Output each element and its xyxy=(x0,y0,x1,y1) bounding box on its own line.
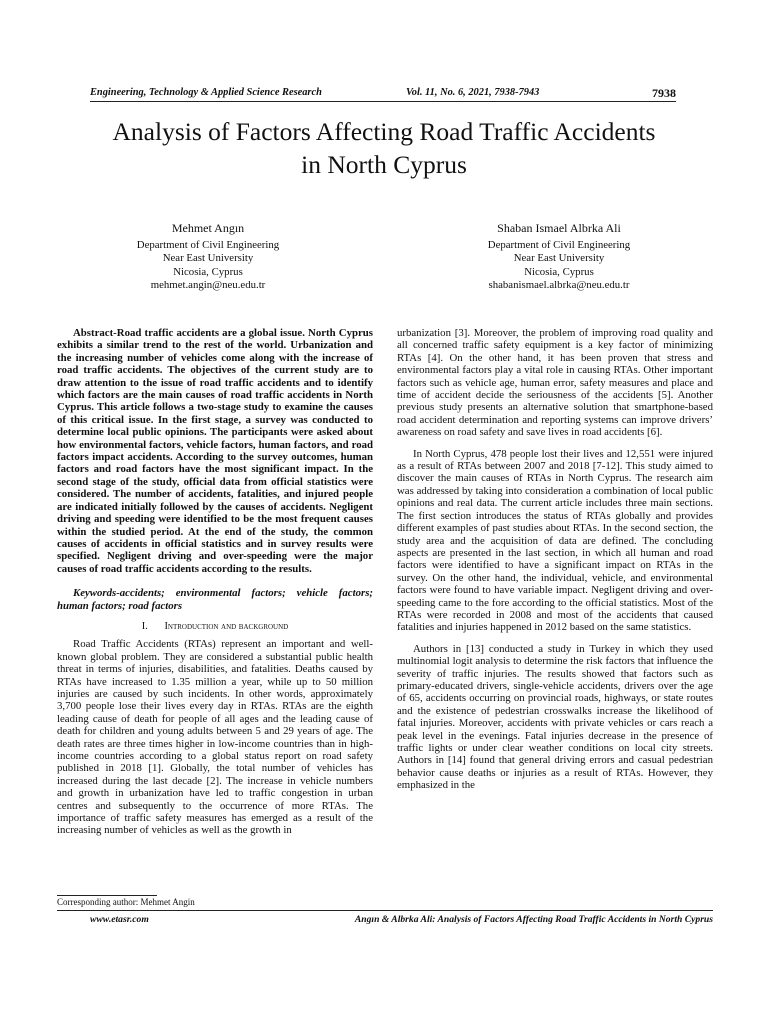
section-number: I. xyxy=(141,620,148,632)
body-paragraph: urbanization [3]. Moreover, the problem of improving road quality and all concerned traffic safety equipment is a key factor of minimizing RTAs [4]. On the other hand, it has been proven that stress and environmental factors play a vital role in causing RTAs. Other important factors such as vehicle age, human error, safety measures and place and time of accident decide the seriousness of the accidents [5]. Another previous study presents an alternative solution that smartphone-based road accident determination and reporting systems can improve drivers’ awareness on road safety and save lives in road accidents [6]. xyxy=(397,327,713,439)
footnote-divider xyxy=(57,895,157,896)
right-column xyxy=(397,327,713,801)
body-paragraph: Authors in [13] conducted a study in Turkey in which they used multinomial logit analysis to determine the risk factors that influence the severity of traffic injuries. The results showed that factors such as primary-educated drivers, single-vehicle accidents, drivers over the age of 65, accidents occurring on provincial roads, highways, or state routes and the existence of pedestrian crosswalks increase the likelihood of fatal injuries. Moreover, accidents with private vehicles or cars reach a peak level in the evenings. Fatal injuries decrease in the presence of traffic lights or under clear weather conditions on local city streets. Authors in [14] found that general driving errors and casual pedestrian behavior cause deaths or injuries as a result of RTAs. However, they emphasized in the xyxy=(397,642,713,792)
author-email: mehmet.angin@neu.edu.tr xyxy=(150,279,266,292)
author-location: Nicosia, Cyprus xyxy=(173,265,243,278)
author-block-1 xyxy=(83,222,333,293)
author-name: Mehmet Angın xyxy=(171,221,245,235)
body-paragraph: Road Traffic Accidents (RTAs) represent an important and well-known global problem. They are considered a substantial public health threat in terms of injuries, disabilities, and fatalities. Deaths caused by RTAs have increased to 1.35 million a year, while up to 50 million injuries are caused by such incidents. In other words, approximately 3,700 people lose their lives every day in RTAs. RTAs are the eighth leading cause of death for people of all ages and the leading cause of death for children and young adults between 5 and 29 years of age. The death rates are three times higher in low-income countries than in high-income countries according to a global status report on road safety published in 2018 [1]. Globally, the total number of vehicles has increased during the last decade [2]. The increase in vehicle numbers and growth in urbanization have led to traffic congestion in urban centres and subsequently to the occurrence of more RTAs. The importance of traffic safety measures has emerged as a result of the increasing number of vehicles as well as the growth in xyxy=(57,638,373,837)
author-university: Near East University xyxy=(162,252,254,265)
keywords: Keywords-accidents; environmental factors; vehicle factors; human factors; road factors xyxy=(57,587,373,612)
section-heading xyxy=(57,621,373,633)
footer-running-head: Angın & Albrka Ali: Analysis of Factors Affecting Road Traffic Accidents in North Cyprus xyxy=(354,914,713,925)
abstract: Abstract-Road traffic accidents are a global issue. North Cyprus exhibits a similar trend to the rest of the world. Urbanization and the increasing number of vehicles come along with the increase of road traffic accidents. The objectives of the current study are to draw attention to the issue of road traffic accidents and to identify which factors are the main causes of road traffic accidents in North Cyprus. This article follows a two-stage study to examine the causes of this critical issue. In the first stage, a survey was conducted to determine local public opinions. The participants were asked about how environmental factors, vehicle factors, human factors, and road factors impact accidents. According to the survey outcomes, human factors and road factors have the most significant impact. In the second stage of the study, official data from official statistics were considered. The number of accidents, fatalities, and injured people are indicated initially followed by the causes of accidents. Negligent driving and speeding were identified to be the most frequent causes within the studied period. At the end of the study, the common causes of accidents in official statistics and in survey results were specified. Negligent driving and over-speeding were the major causes of road traffic accidents according to the results. xyxy=(57,327,373,575)
title-line-1: Analysis of Factors Affecting Road Traffic Accidents xyxy=(112,117,656,146)
volume-info: Vol. 11, No. 6, 2021, 7938-7943 xyxy=(406,87,540,98)
running-header xyxy=(90,83,676,103)
header-divider xyxy=(90,101,676,102)
author-department: Department of Civil Engineering xyxy=(136,238,280,251)
section-title: Introduction and background xyxy=(164,620,289,632)
title-line-2: in North Cyprus xyxy=(301,150,467,179)
paper-title xyxy=(40,115,728,181)
author-email: shabanismael.albrka@neu.edu.tr xyxy=(488,279,630,292)
author-department: Department of Civil Engineering xyxy=(487,238,631,251)
author-university: Near East University xyxy=(513,252,605,265)
body-paragraph: In North Cyprus, 478 people lost their lives and 12,551 were injured as a result of RTAs between 2007 and 2018 [7-12]. This study aimed to discover the main causes of RTAs in North Cyprus. The research aim was addressed by taking into consideration a combination of local public opinions and real data. The current article includes three main sections. The first section introduces the status of RTAs globally and provides different examples of past studies about RTAs. In the second section, the study area and the acquisition of data are defined. The concluding aspects are presented in the last section, in which all human and road factors were identified to have a significant impact on RTAs in the survey. On the other hand, the individual, vehicle, and environmental factors were found to have variable impact. Negligent driving and over-speeding came to the fore according to the official statistics. Most of the RTAs were recorded in 2008 and most of the accidents that caused fatalities and injuries happened in 2012 based on the same statistics. xyxy=(397,447,713,634)
author-name: Shaban Ismael Albrka Ali xyxy=(497,221,621,235)
journal-name: Engineering, Technology & Applied Science Research xyxy=(90,87,322,98)
page-number: 7938 xyxy=(652,86,676,100)
corresponding-author-note: Corresponding author: Mehmet Angin xyxy=(57,897,195,907)
author-location: Nicosia, Cyprus xyxy=(524,265,594,278)
author-block-2 xyxy=(434,222,684,293)
website-link[interactable]: www.etasr.com xyxy=(90,914,149,925)
left-column xyxy=(57,327,373,846)
footer-divider xyxy=(57,910,713,911)
